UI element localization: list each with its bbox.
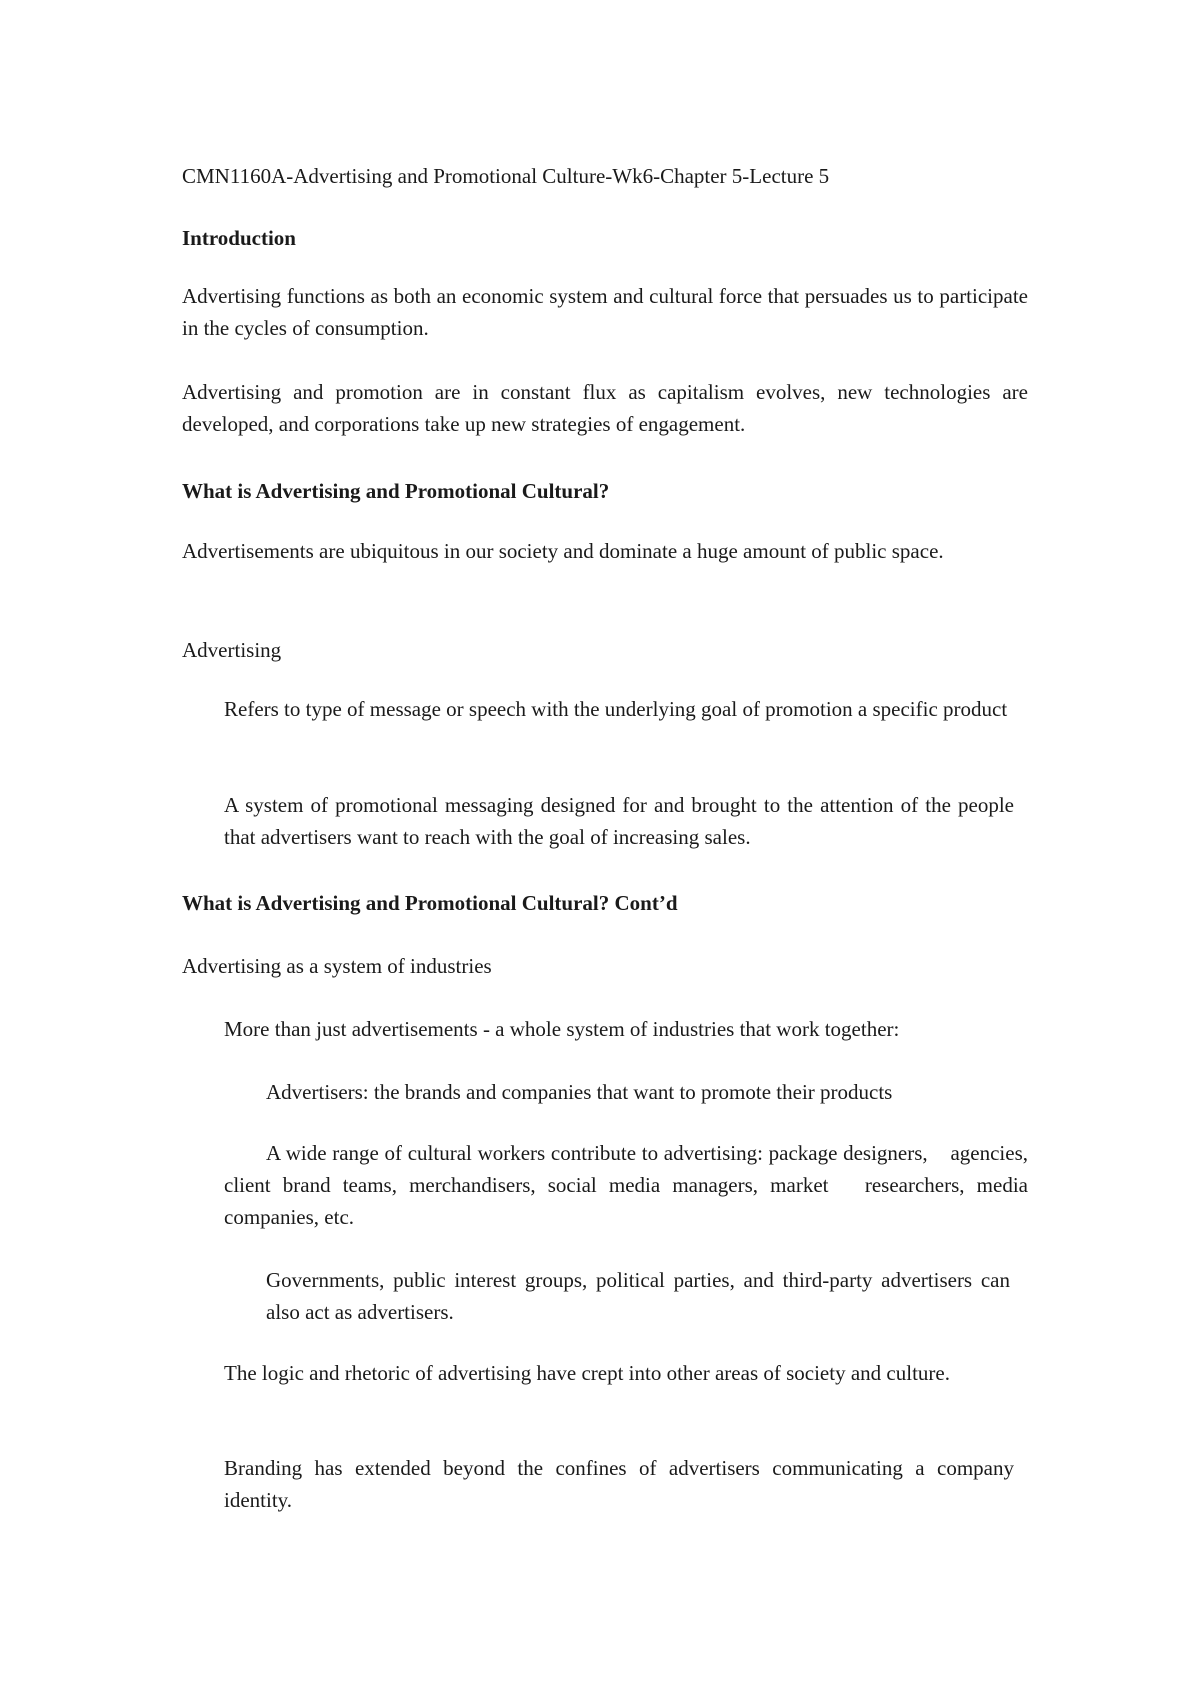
heading-introduction: Introduction [182,226,296,250]
sub-point-advertisers: Advertisers: the brands and companies that want to promote their products [266,1080,893,1104]
intro-paragraph-2: Advertising and promotion are in constant flux as capitalism evolves, new technologies are developed, and corporations take up new strategies of engagement. [182,380,1028,436]
point-branding: Branding has extended beyond the confines of advertisers communicating a company identity. [224,1456,1014,1512]
subheading-system-of-industries: Advertising as a system of industries [182,954,492,978]
document-title: CMN1160A-Advertising and Promotional Culture-Wk6-Chapter 5-Lecture 5 [182,164,830,188]
heading-what-is-advertising-contd: What is Advertising and Promotional Cultural? Cont’d [182,891,678,915]
definition-1: Refers to type of message or speech with the underlying goal of promotion a specific product [224,697,1008,721]
term-advertising: Advertising [182,638,282,662]
definition-2: A system of promotional messaging designed for and brought to the attention of the people that advertisers want to reach with the goal of increasing sales. [224,793,1014,849]
point-logic-and-rhetoric: The logic and rhetoric of advertising have crept into other areas of society and culture. [224,1361,950,1385]
section1-paragraph: Advertisements are ubiquitous in our society and dominate a huge amount of public space. [182,539,944,563]
intro-paragraph-1: Advertising functions as both an economic system and cultural force that persuades us to participate in the cycles of consumption. [182,284,1028,340]
sub-point-governments: Governments, public interest groups, political parties, and third-party advertisers can also act as advertisers. [266,1268,1010,1324]
point-more-than-advertisements: More than just advertisements - a whole system of industries that work together: [224,1017,900,1041]
sub-point-cultural-workers: A wide range of cultural workers contribute to advertising: package designers, agencies, client brand teams, merchandisers, social media managers, market researchers, media companies, etc. [224,1141,1034,1229]
heading-what-is-advertising: What is Advertising and Promotional Cultural? [182,479,610,503]
